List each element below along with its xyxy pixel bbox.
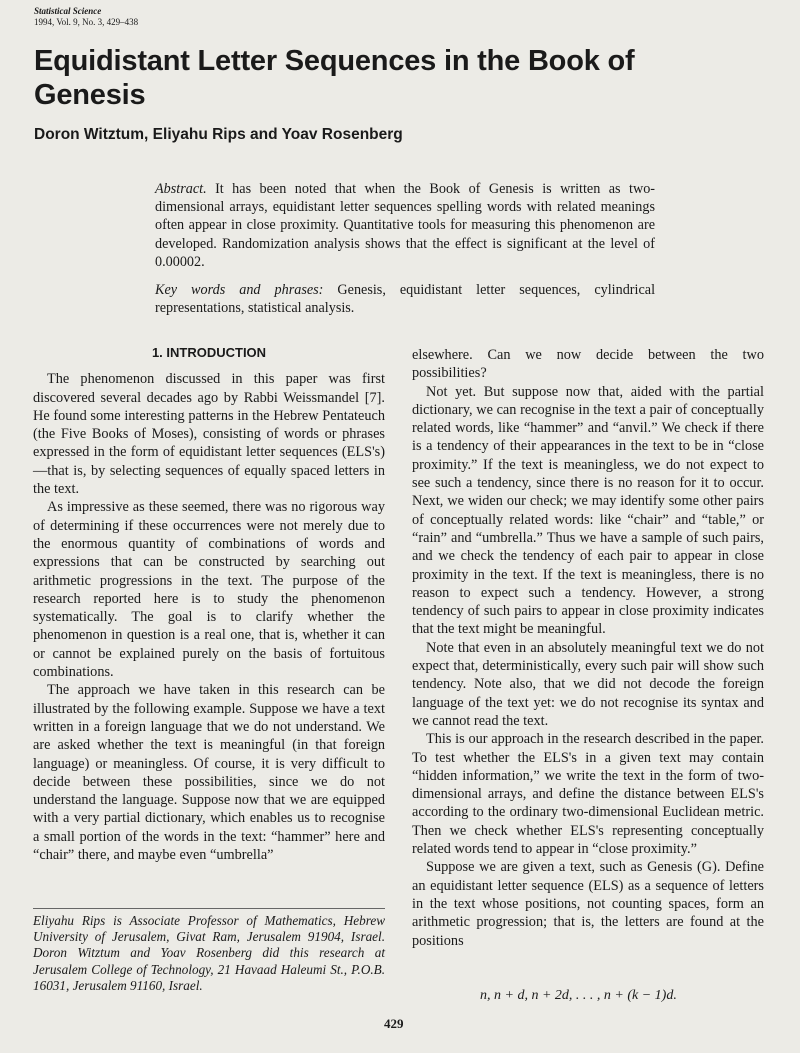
right-column: [412, 346, 764, 950]
keywords-label: Key words and phrases:: [155, 282, 324, 299]
body-paragraph: elsewhere. Can we now decide between the two possibilities?: [412, 347, 764, 382]
abstract-block: [155, 180, 655, 327]
keywords-text: Genesis, equidistant letter sequences, cylindrical representations, statistical analysis.: [155, 282, 656, 317]
journal-header: [34, 6, 138, 28]
body-paragraph: Note that even in an absolutely meaningful text we do not expect that, deterministically, every such pair will show such tendency. Note also, that we did not decode the foreign language of the text yet: we do not recognise its syntax and we cannot read the text.: [412, 639, 764, 729]
equation: n, n + d, n + 2d, . . . , n + (k − 1)d.: [480, 988, 677, 1003]
body-paragraph: Suppose we are given a text, such as Genesis (G). Define an equidistant letter sequence (ELS) as a sequence of letters in the text whose positions, not counting spaces, form an arithmetic progression; that is, the letters are found at the positions: [412, 859, 764, 949]
body-paragraph: The phenomenon discussed in this paper was first discovered several decades ago by Rabbi Weissmandel [7]. He found some interesting patterns in the Hebrew Pentateuch (the Five Books of Moses), consisting of words or phrases expressed in the form of equidistant letter sequences (ELS's)—that is, by selecting sequences of equally spaced letters in the text.: [33, 371, 385, 498]
journal-name: Statistical Science: [34, 6, 102, 16]
section-heading: 1. INTRODUCTION: [151, 345, 267, 360]
page-number: 429: [384, 1016, 404, 1031]
left-column: [33, 344, 385, 864]
abstract-paragraph: [155, 180, 655, 271]
body-paragraph: Not yet. But suppose now that, aided with the partial dictionary, we can recognise in the text a pair of conceptually related words, like “hammer” and “anvil.” We check if there is a tendency of their appearances in the text to be in “close proximity.” If the text is meaningless, we do not expect to see such a tendency, since there is no reason for it to occur. Next, we widen our check; we may identify some other pairs of conceptually related words: like “chair” and “table,” or “rain” and “umbrella.” Thus we have a sample of such pairs, and we check the tendency of each pair to appear in close proximity in the text. If the text is meaningless, there is no reason to expect such a tendency. However, a strong tendency of such pairs to appear in close proximity indicates that the text might be meaningful.: [412, 383, 764, 638]
body-paragraph: As impressive as these seemed, there was no rigorous way of determining if these occurrences were not merely due to the enormous quantity of combinations of words and expressions that can be constructed by searching out arithmetic progressions in the text. The purpose of the research reported here is to study the phenomenon systematically. The goal is to clarify whether the phenomenon in question is a real one, that is, whether it can or cannot be explained purely on the basis of fortuitous combinations.: [33, 499, 385, 681]
journal-citation: 1994, Vol. 9, No. 3, 429–438: [34, 17, 139, 27]
abstract-label: Abstract.: [155, 181, 207, 197]
paper-title: Equidistant Letter Sequences in the Book of Genesis: [34, 45, 635, 111]
author-footnote: Eliyahu Rips is Associate Professor of Mathematics, Hebrew University of Jerusalem, Givat Ram, Jerusalem 91904, Israel. Doron Witztum and Yoav Rosenberg did this research at Jerusalem College of Technology, 21 Havaad Haleumi St., P.O.B. 16031, Jerusalem 91160, Israel.: [33, 908, 385, 994]
body-paragraph: The approach we have taken in this research can be illustrated by the following example. Suppose we have a text written in a foreign language that we do not understand. We are asked whether the text is meaningful (in that foreign language) or meaningless. Of course, it is very difficult to decide between these possibilities, since we do not understand the language. Suppose now that we are equipped with a very partial dictionary, which enables us to recognise a small portion of the words in the text: “hammer” here and “chair” there, and maybe even “umbrella”: [33, 682, 385, 864]
keywords-paragraph: [155, 281, 655, 317]
abstract-text: It has been noted that when the Book of Genesis is written as two-dimensional arrays, equidistant letter sequences spelling words with related meanings often appear in close proximity. Quantitative tools for measuring this phenomenon are developed. Randomization analysis shows that the effect is significant at the level of 0.00002.: [155, 181, 656, 270]
body-paragraph: This is our approach in the research described in the paper. To test whether the ELS's in a given text may contain “hidden information,” we write the text in the form of two-dimensional arrays, and define the distance between ELS's according to the ordinary two-dimensional Euclidean metric. Then we check whether ELS's representing conceptually related words tend to appear in “close proximity.”: [412, 731, 764, 858]
paper-authors: Doron Witztum, Eliyahu Rips and Yoav Rosenberg: [34, 126, 403, 143]
